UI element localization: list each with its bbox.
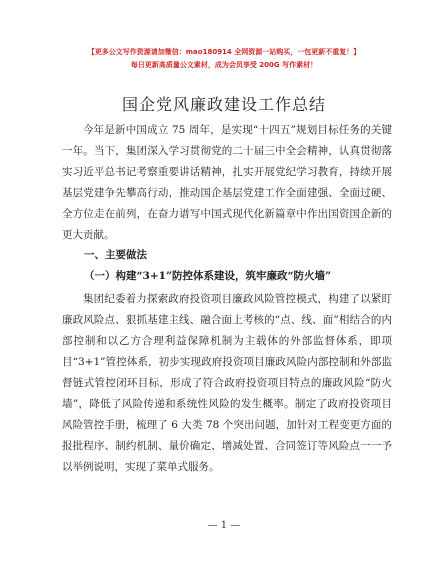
- ad-line-1: 【更多公文写作资源请加微信：mao180914 全网资源一站购买，一包更新不重复！】: [87, 48, 361, 56]
- document-title: 国企党风廉政建设工作总结: [121, 95, 326, 114]
- page-number: — 1 —: [207, 520, 241, 531]
- body-paragraph: 集团纪委着力探索政府投资项目廉政风险管控模式，构建了以紧盯廉政风险点、狠抓基建主线、融合面上考核的“点、线、面”相结合的内部控制和以乙方合理利益保障机制为主载体的外部监督体系，即项目“3+1”管控体系，初步实现政府投资项目廉政风险内部控制和外部监督链式管控闭环目标，形成了符合政府投资项目特点的廉政风险“防火墙”，降低了风险传递和系统性风险的发生概率。制定了政府投资项目风险管控手册，梳理了 6 大类 78 个突出问题，加针对工程变更方面的报批程序、制约机制、量价确定、增减处置、合同签订等风险点一一予以举例说明，实现了菜单式服务。: [62, 293, 392, 473]
- intro-paragraph: 今年是新中国成立 75 周年，是实现“十四五”规划目标任务的关键一年。当下，集团深入学习贯彻党的二十届三中全会精神，认真贯彻落实习近平总书记考察重要讲话精神，扎实开展党纪学习教育，持续开展基层党建争先攀高行动，推动国企基层党建工作全面建强、全面过硬、全方位走在前列，在奋力谱写中国式现代化新篇章中作出国资国企新的更大贡献。: [62, 124, 392, 241]
- section-heading: 一、主要做法: [84, 249, 147, 261]
- ad-line-2: 每日更新高质量公文素材，成为会员享受 200G 写作素材！: [130, 61, 318, 69]
- subsection-heading: （一）构建“3+1”防控体系建设，筑牢廉政“防火墙”: [84, 270, 332, 282]
